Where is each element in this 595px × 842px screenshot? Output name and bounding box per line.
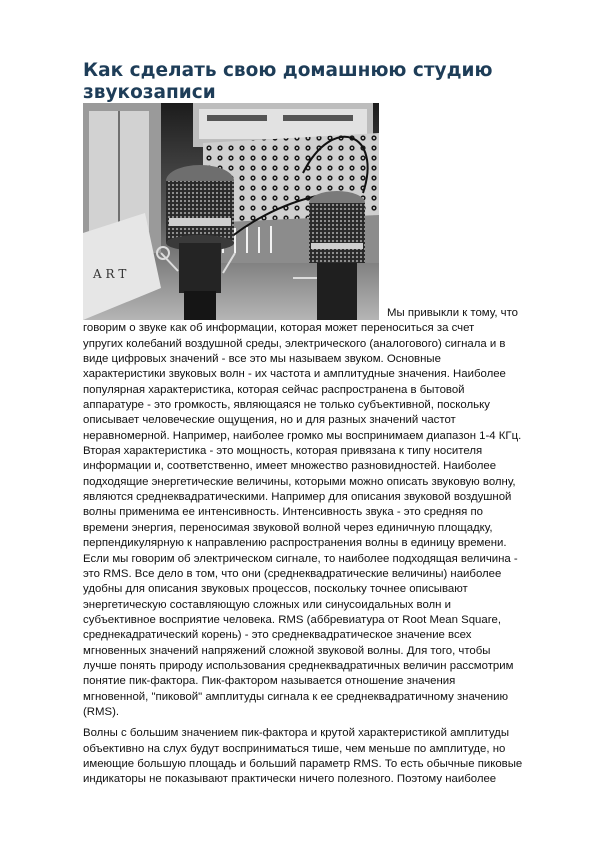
text-line: описывает человеческие ощущения, но и для разных значений частот [83, 414, 456, 427]
text-line: лучше понять природу использования среднеквадратичных величин рассмотрим [83, 659, 514, 672]
text-line: среднекадратический корень) - это среднеквадратическое значение всех [83, 629, 472, 642]
studio-photo-image [83, 103, 379, 320]
article-body [83, 306, 533, 788]
text-line: подходящие энергетические величины, которыми можно описать звуковую волну, [83, 475, 516, 488]
text-line: говорим о звуке как об информации, которая может переноситься за счет [83, 322, 475, 335]
text-line: информации и, соответственно, имеет множество разновидностей. Наиболее [83, 460, 497, 473]
text-line: мгновенных значений напряжений сложной звуковой волны. Для того, чтобы [83, 644, 491, 657]
text-line: Если мы говорим об электрическом сигнале, то наиболее подходящая величина - [83, 552, 518, 565]
text-line: объективно на слух будут восприниматься тише, чем меньше по амплитуде, но [83, 742, 506, 755]
text-line: характеристики звуковых волн - их частота и амплитудные значения. Наиболее [83, 368, 506, 381]
text-line: понятие пик-фактора. Пик-фактором называется отношение значения [83, 675, 456, 688]
svg-text:A R T: A R T [93, 267, 127, 281]
text-line: (RMS). [83, 705, 120, 718]
paragraph-1 [83, 306, 533, 720]
studio-photo [83, 103, 379, 320]
text-line: имеющие большую площадь и больший параметр RMS. То есть обычные пиковые [83, 757, 523, 770]
text-line: Волны с большим значением пик-фактора и крутой характеристикой амплитуды [83, 727, 510, 740]
text-line: перпендикулярную к направлению распространения волны в единицу времени. [83, 537, 507, 550]
text-line: индикаторы не показывают практически ничего полезного. Поэтому наиболее [83, 773, 497, 786]
text-line: неравномерной. Например, наиболее громко мы воспринимаем диапазон 1-4 КГц. [83, 429, 522, 442]
text-line: субъективное восприятие человека. RMS (аббревиатура от Root Mean Square, [83, 613, 502, 626]
text-line: времени энергия, переносимая звуковой волной через единичную площадку, [83, 521, 493, 534]
text-line: являются среднеквадратическими. Например для описания звуковой воздушной [83, 491, 512, 504]
text-line: волны применима ее интенсивность. Интенсивность звука - это средняя по [83, 506, 483, 519]
text-line: Мы привыкли к тому, что [387, 307, 519, 319]
text-line: это RMS. Все дело в том, что они (среднеквадратические величины) наиболее [83, 567, 502, 580]
text-line: аппаратуре - это громкость, являющаяся не только субъективной, поскольку [83, 399, 490, 412]
text-line: виде цифровых значений - все это мы называем звуком. Основные [83, 353, 441, 366]
paragraph-2 [83, 726, 533, 787]
text-line: упругих колебаний воздушной среды, электрического (аналогового) сигнала и в [83, 337, 506, 350]
article-title: Как сделать свою домашнюю студию звукозаписи [83, 60, 493, 103]
text-line: популярная характеристика, которая сейчас распространена в бытовой [83, 383, 465, 396]
text-line: мгновенной, "пиковой" амплитуды сигнала к ее среднеквадратичному значению [83, 690, 509, 703]
text-line: Вторая характеристика - это мощность, которая привязана к типу носителя [83, 445, 483, 458]
text-line: удобны для описания звуковых процессов, поскольку точнее описывают [83, 583, 468, 596]
text-line: энергетическую составляющую сложных или синусоидальных волн и [83, 598, 451, 611]
